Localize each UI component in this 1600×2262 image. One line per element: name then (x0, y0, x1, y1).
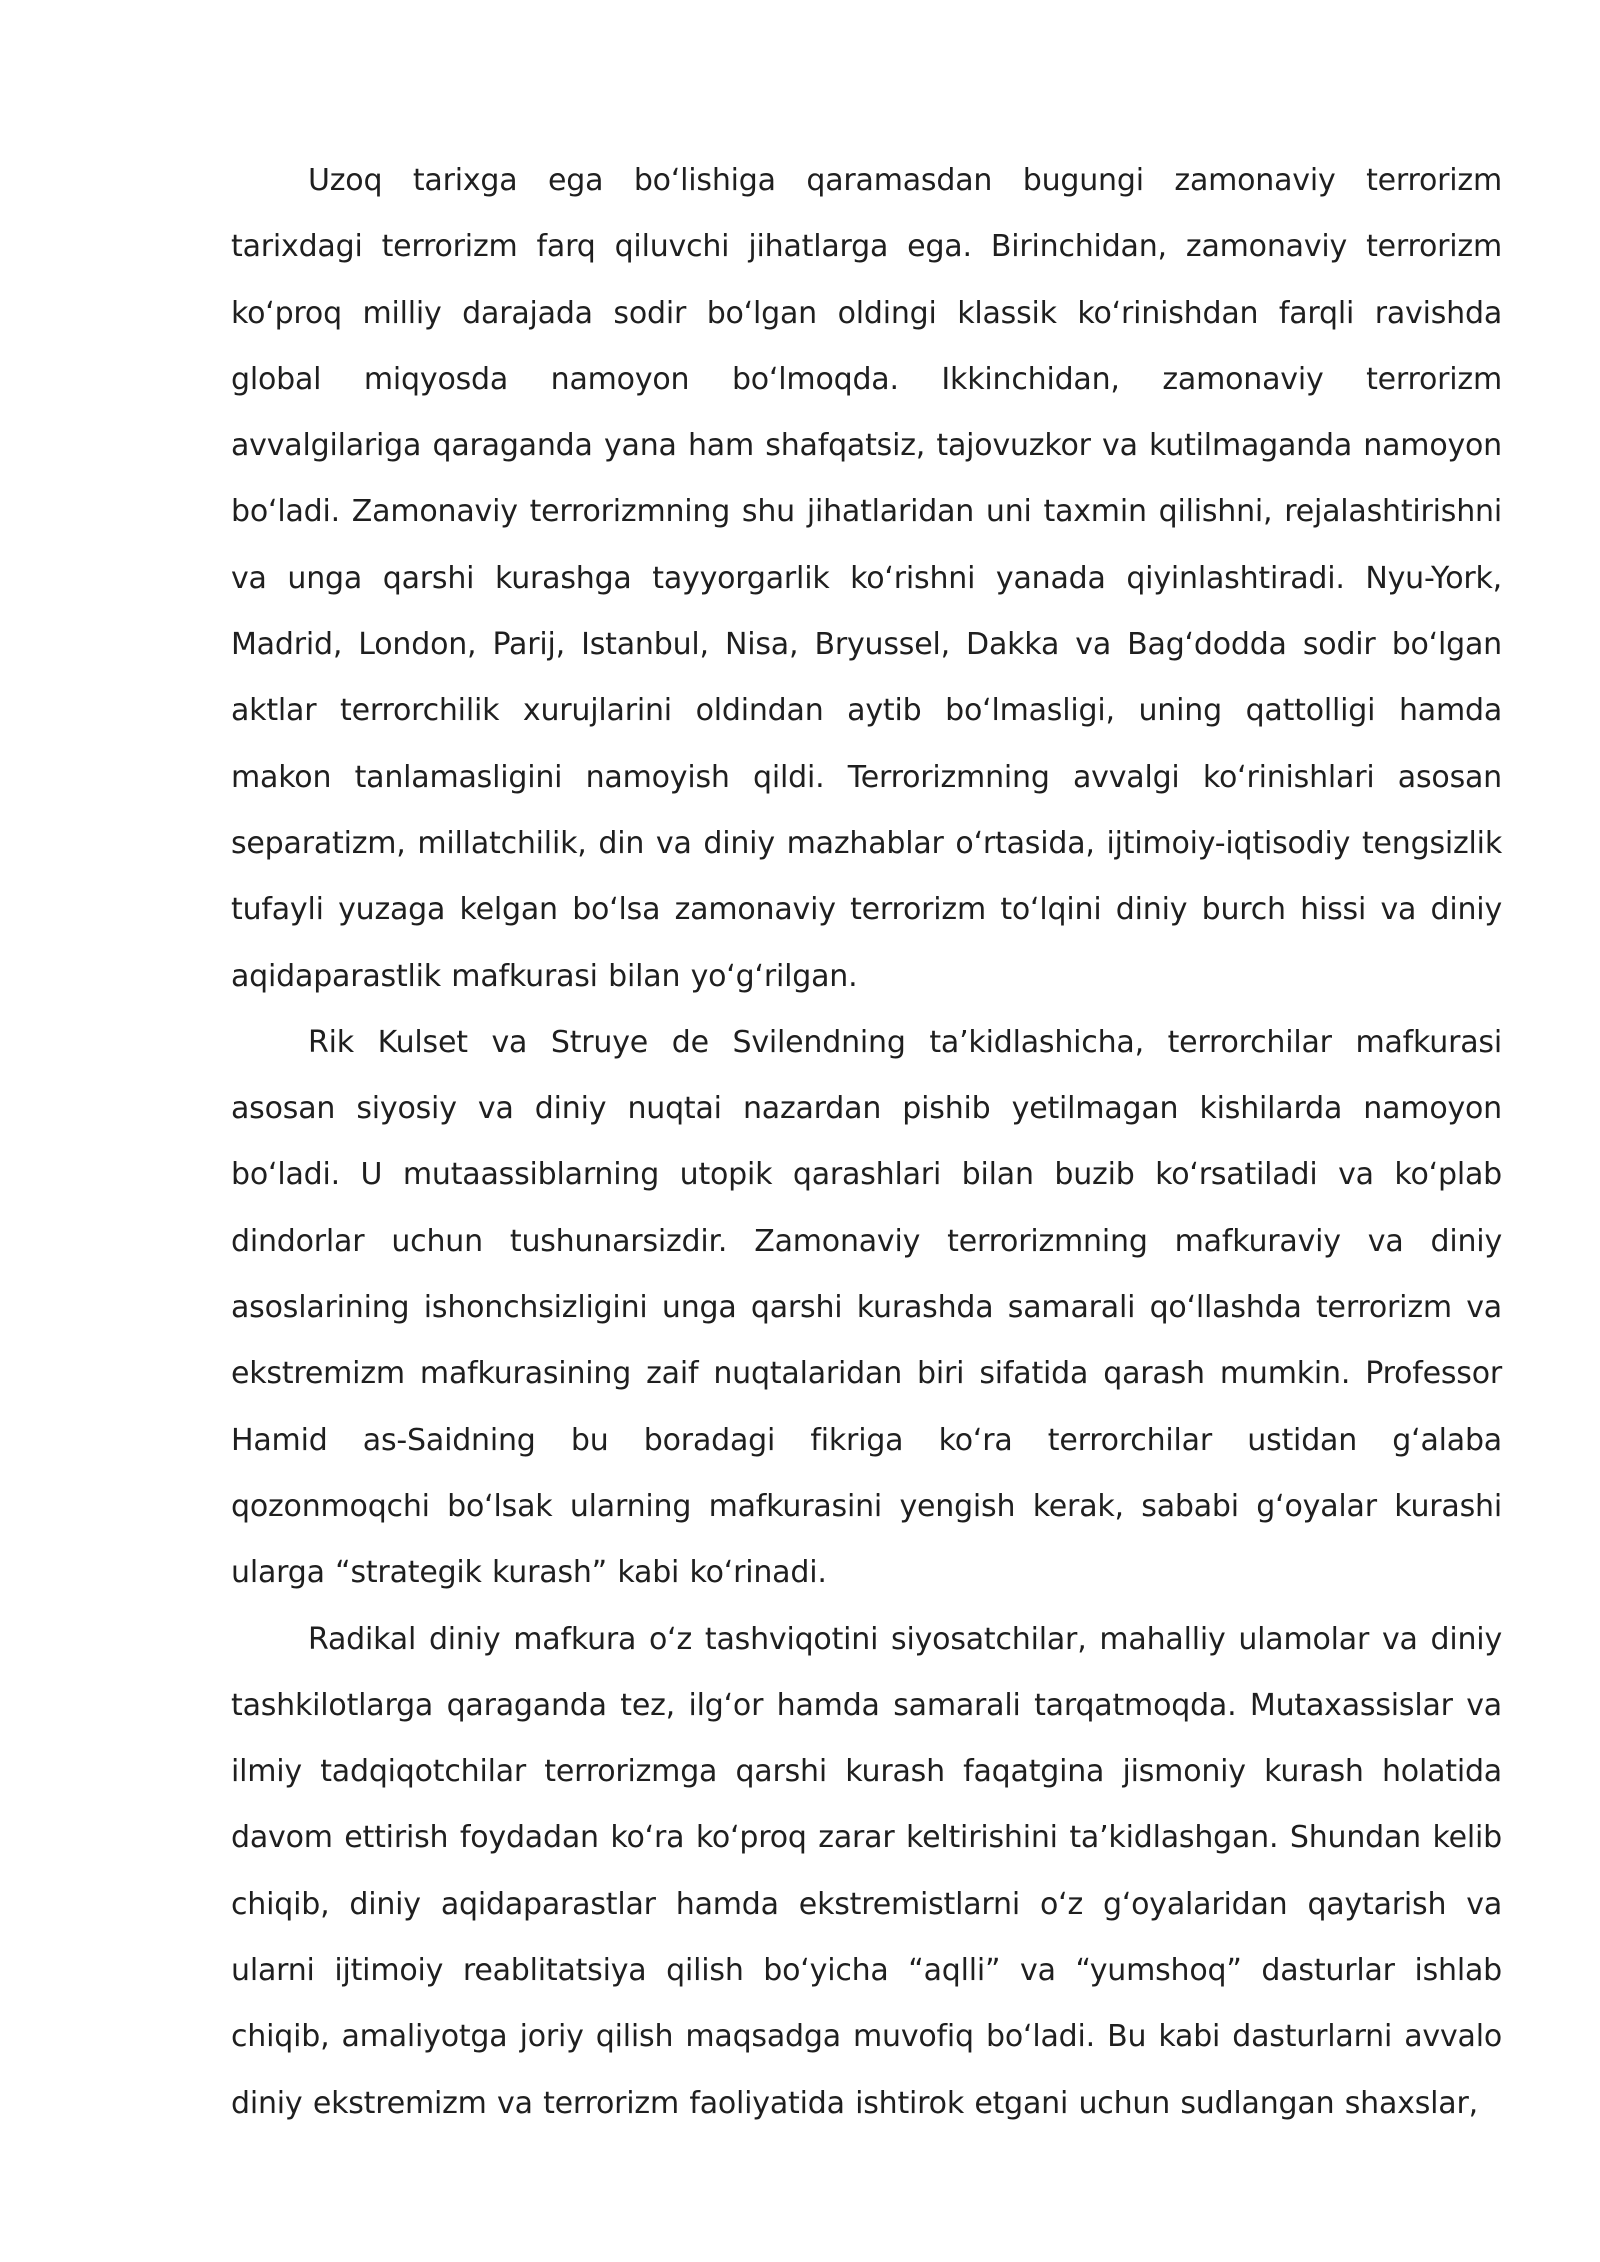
paragraph-1: Uzoq tarixga ega boʻlishiga qaramasdan bugungi zamonaviy terrorizm tarixdagi terrorizm farq qiluvchi jihatlarga ega. Birinchidan, zamonaviy terrorizm koʻproq milliy darajada sodir boʻlgan oldingi klassik koʻrinishdan farqli ravishda global miqyosda namoyon boʻlmoqda. Ikkinchidan, zamonaviy terrorizm avvalgilariga qaraganda yana ham shafqatsiz, tajovuzkor va kutilmaganda namoyon boʻladi. Zamonaviy terrorizmning shu jihatlaridan uni taxmin qilishni, rejalashtirishni va unga qarshi kurashga tayyorgarlik koʻrishni yanada qiyinlashtiradi. Nyu-York, Madrid, London, Parij, Istanbul, Nisa, Bryussel, Dakka va Bagʻdodda sodir boʻlgan aktlar terrorchilik xurujlarini oldindan aytib boʻlmasligi, uning qattolligi hamda makon tanlamasligini namoyish qildi. Terrorizmning avvalgi koʻrinishlari asosan separatizm, millatchilik, din va diniy mazhablar oʻrtasida, ijtimoiy-iqtisodiy tengsizlik tufayli yuzaga kelgan boʻlsa zamonaviy terrorizm toʻlqini diniy burch hissi va diniy aqidaparastlik mafkurasi bilan yoʻgʻrilgan. (231, 163, 1502, 994)
paragraph-2: Rik Kulset va Struye de Svilendning taʼkidlashicha, terrorchilar mafkurasi asosan siyosiy va diniy nuqtai nazardan pishib yetilmagan kishilarda namoyon boʻladi. U mutaassiblarning utopik qarashlari bilan buzib koʻrsatiladi va koʻplab dindorlar uchun tushunarsizdir. Zamonaviy terrorizmning mafkuraviy va diniy asoslarining ishonchsizligini unga qarshi kurashda samarali qoʻllashda terrorizm va ekstremizm mafkurasining zaif nuqtalaridan biri sifatida qarash mumkin. Professor Hamid as-Saidning bu boradagi fikriga koʻra terrorchilar ustidan gʻalaba qozonmoqchi boʻlsak ularning mafkurasini yengish kerak, sababi gʻoyalar kurashi ularga “strategik kurash” kabi koʻrinadi. (231, 1024, 1502, 1591)
paragraph-3: Radikal diniy mafkura oʻz tashviqotini siyosatchilar, mahalliy ulamolar va diniy tashkilotlarga qaraganda tez, ilgʻor hamda samarali tarqatmoqda. Mutaxassislar va ilmiy tadqiqotchilar terrorizmga qarshi kurash faqatgina jismoniy kurash holatida davom ettirish foydadan koʻra koʻproq zarar keltirishini taʼkidlashgan. Shundan kelib chiqib, diniy aqidaparastlar hamda ekstremistlarni oʻz gʻoyalaridan qaytarish va ularni ijtimoiy reablitatsiya qilish boʻyicha “aqlli” va “yumshoq” dasturlar ishlab chiqib, amaliyotga joriy qilish maqsadga muvofiq boʻladi. Bu kabi dasturlarni avvalo diniy ekstremizm va terrorizm faoliyatida ishtirok etgani uchun sudlangan shaxslar, (231, 1621, 1502, 2121)
text-body (231, 148, 1502, 2137)
